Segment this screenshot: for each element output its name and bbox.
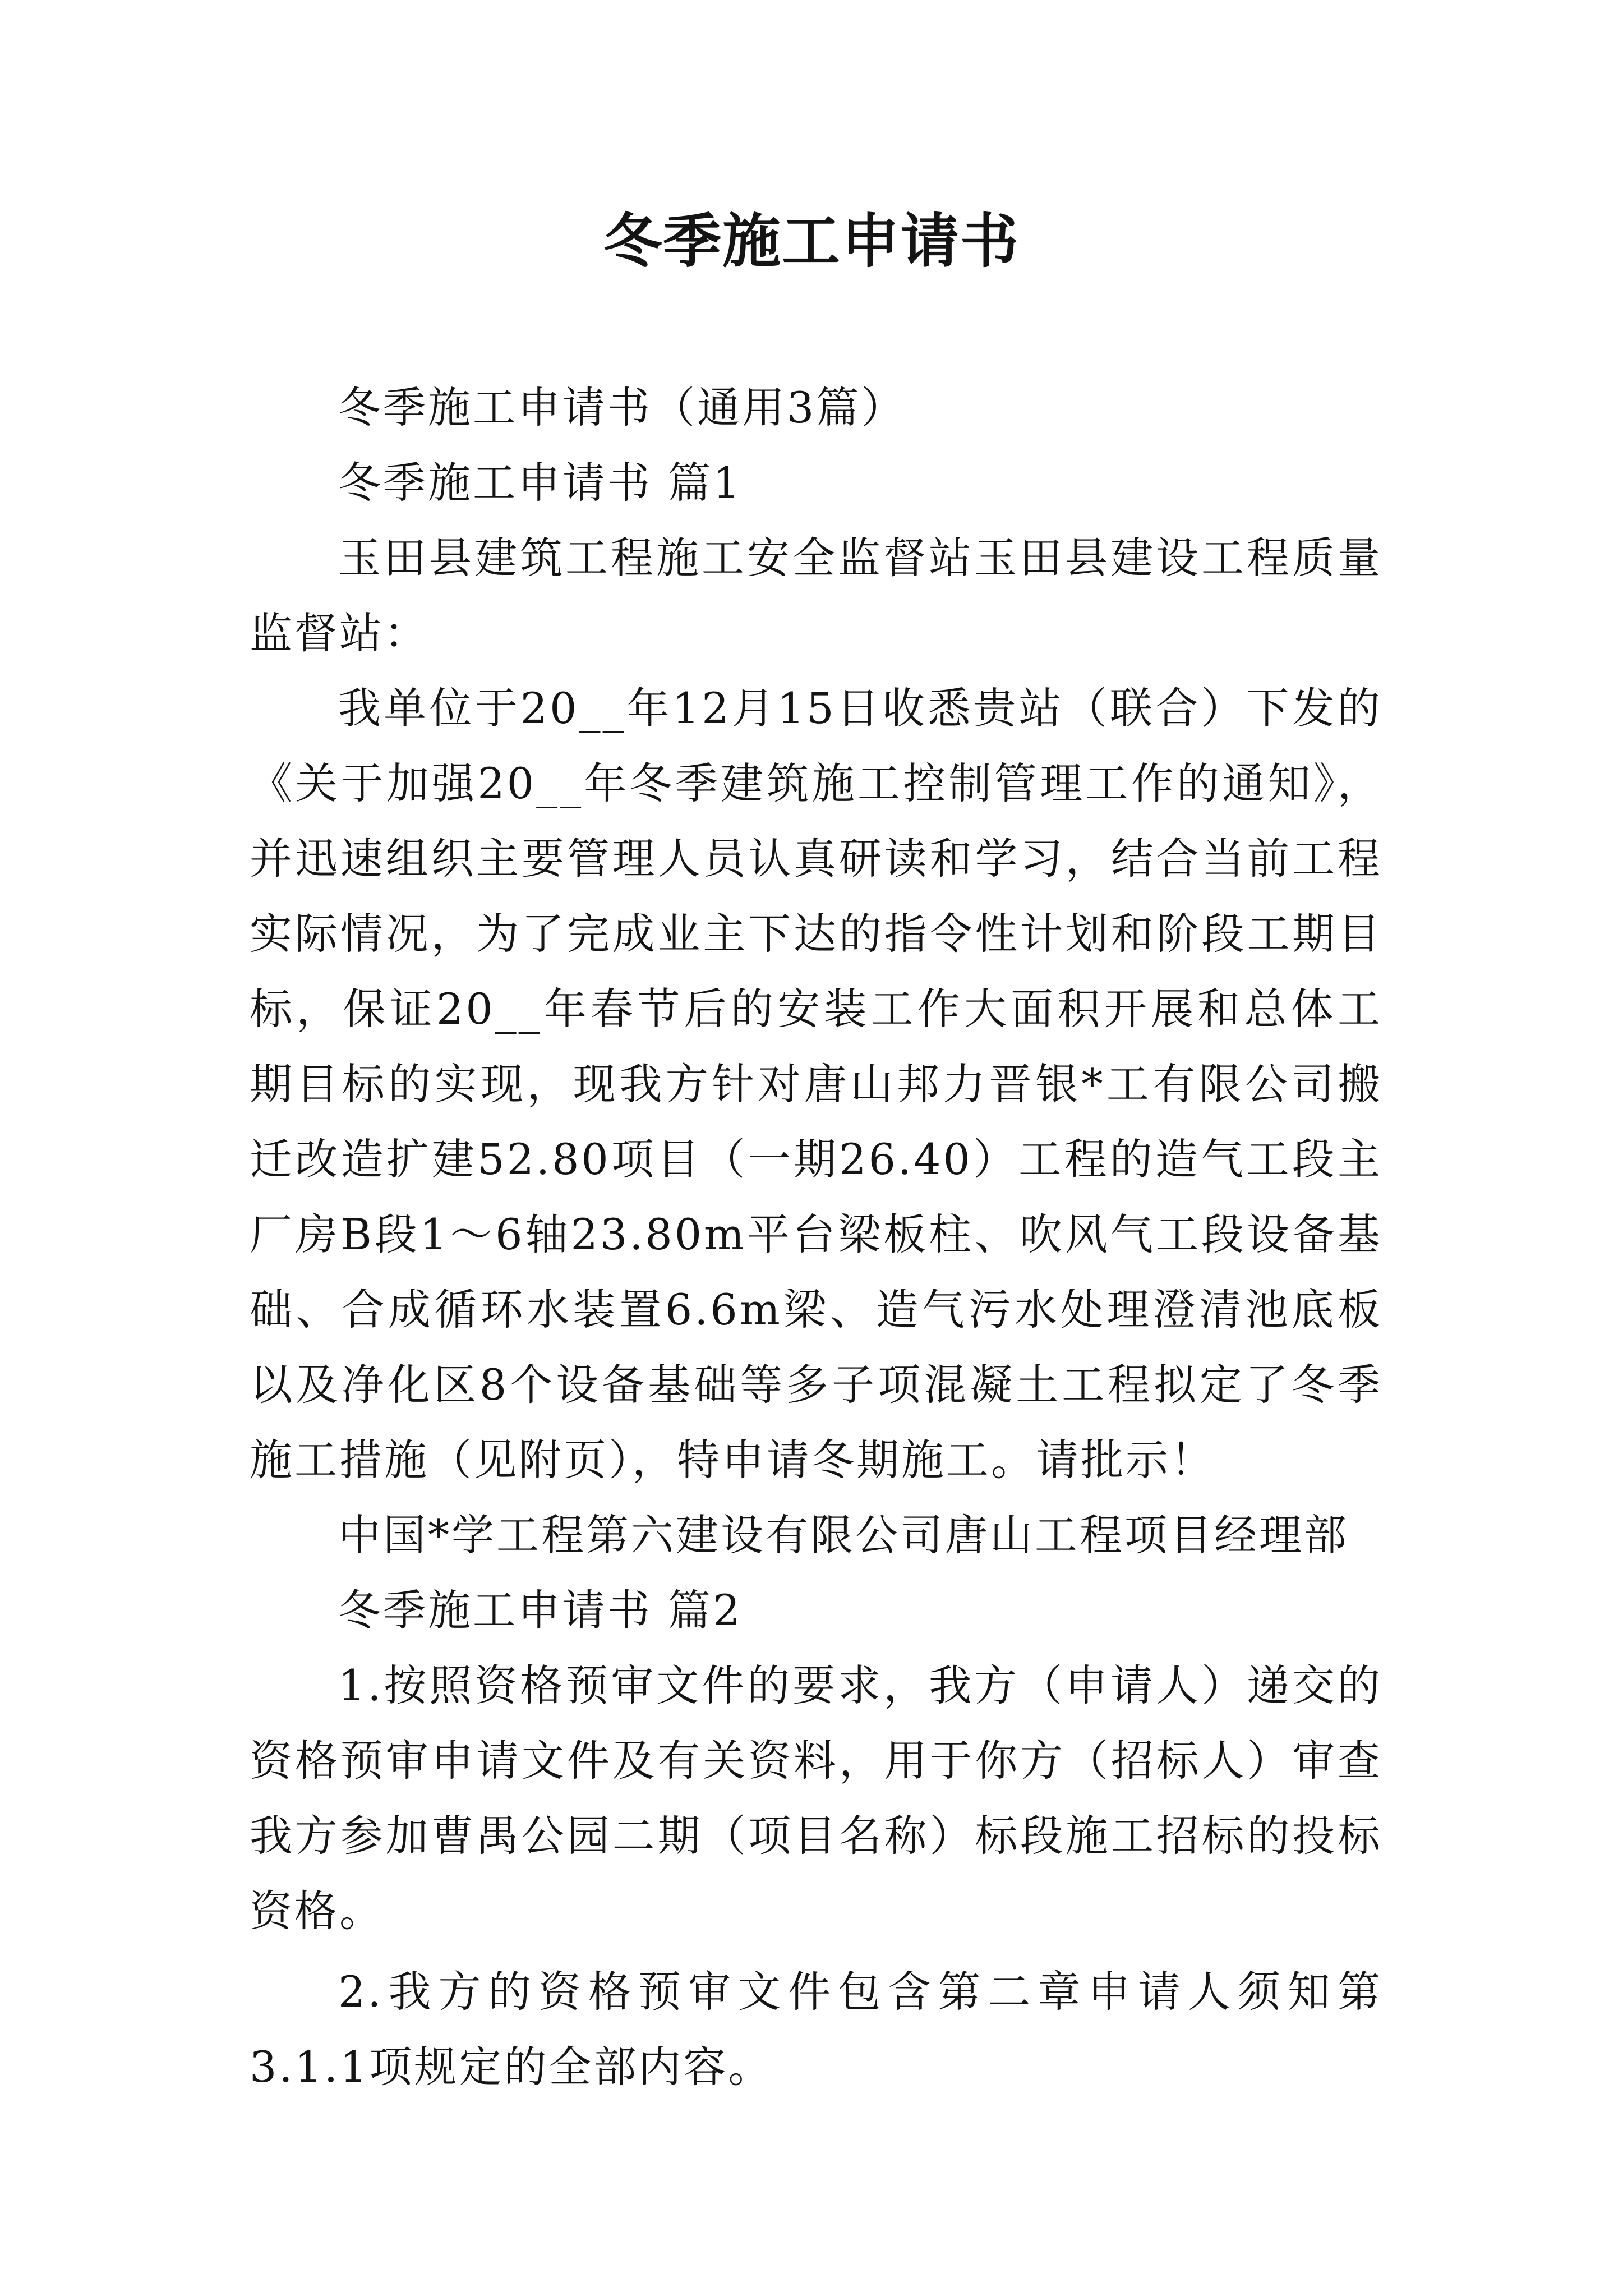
clause-paragraph-2: 2.我方的资格预审文件包含第二章申请人须知第3.1.1项规定的全部内容。 — [250, 1967, 1382, 2092]
body-paragraph: 我单位于20__年12月15日收悉贵站（联合）下发的《关于加强20__年冬季建筑施工控制管理工作的通知》，并迅速组织主要管理人员认真研读和学习，结合当前工程实际情况，为了完成业主下达的指令性计划和阶段工期目标，保证20__年春节后的安装工作大面积开展和总体工期目标的实现，现我方针对唐山邦力晋银*工有限公司搬迁改造扩建52.80项目（一期26.40）工程的造气工段主厂房B段1～6轴23.80m平台梁板柱、吹风气工段设备基础、合成循环水装置6.6m梁、造气污水处理澄清池底板以及净化区8个设备基础等多子项混凝土工程拟定了冬季施工措施（见附页），特申请冬期施工。请批示！ — [250, 683, 1382, 1485]
subtitle-paragraph: 冬季施工申请书（通用3篇） — [338, 383, 906, 432]
document-body — [250, 370, 1382, 2105]
section-heading-2: 冬季施工申请书 篇2 — [338, 1585, 743, 1635]
signature-paragraph: 中国*学工程第六建设有限公司唐山工程项目经理部 — [338, 1510, 1349, 1560]
section-heading-1: 冬季施工申请书 篇1 — [338, 458, 743, 508]
clause-paragraph-1: 1.按照资格预审文件的要求，我方（申请人）递交的资格预审申请文件及有关资料，用于你方（招标人）审查我方参加曹禺公园二期（项目名称）标段施工招标的投标资格。 — [250, 1660, 1382, 1936]
addressee-paragraph: 玉田县建筑工程施工安全监督站玉田县建设工程质量监督站： — [250, 533, 1382, 658]
document-title: 冬季施工申请书 — [603, 206, 1020, 275]
